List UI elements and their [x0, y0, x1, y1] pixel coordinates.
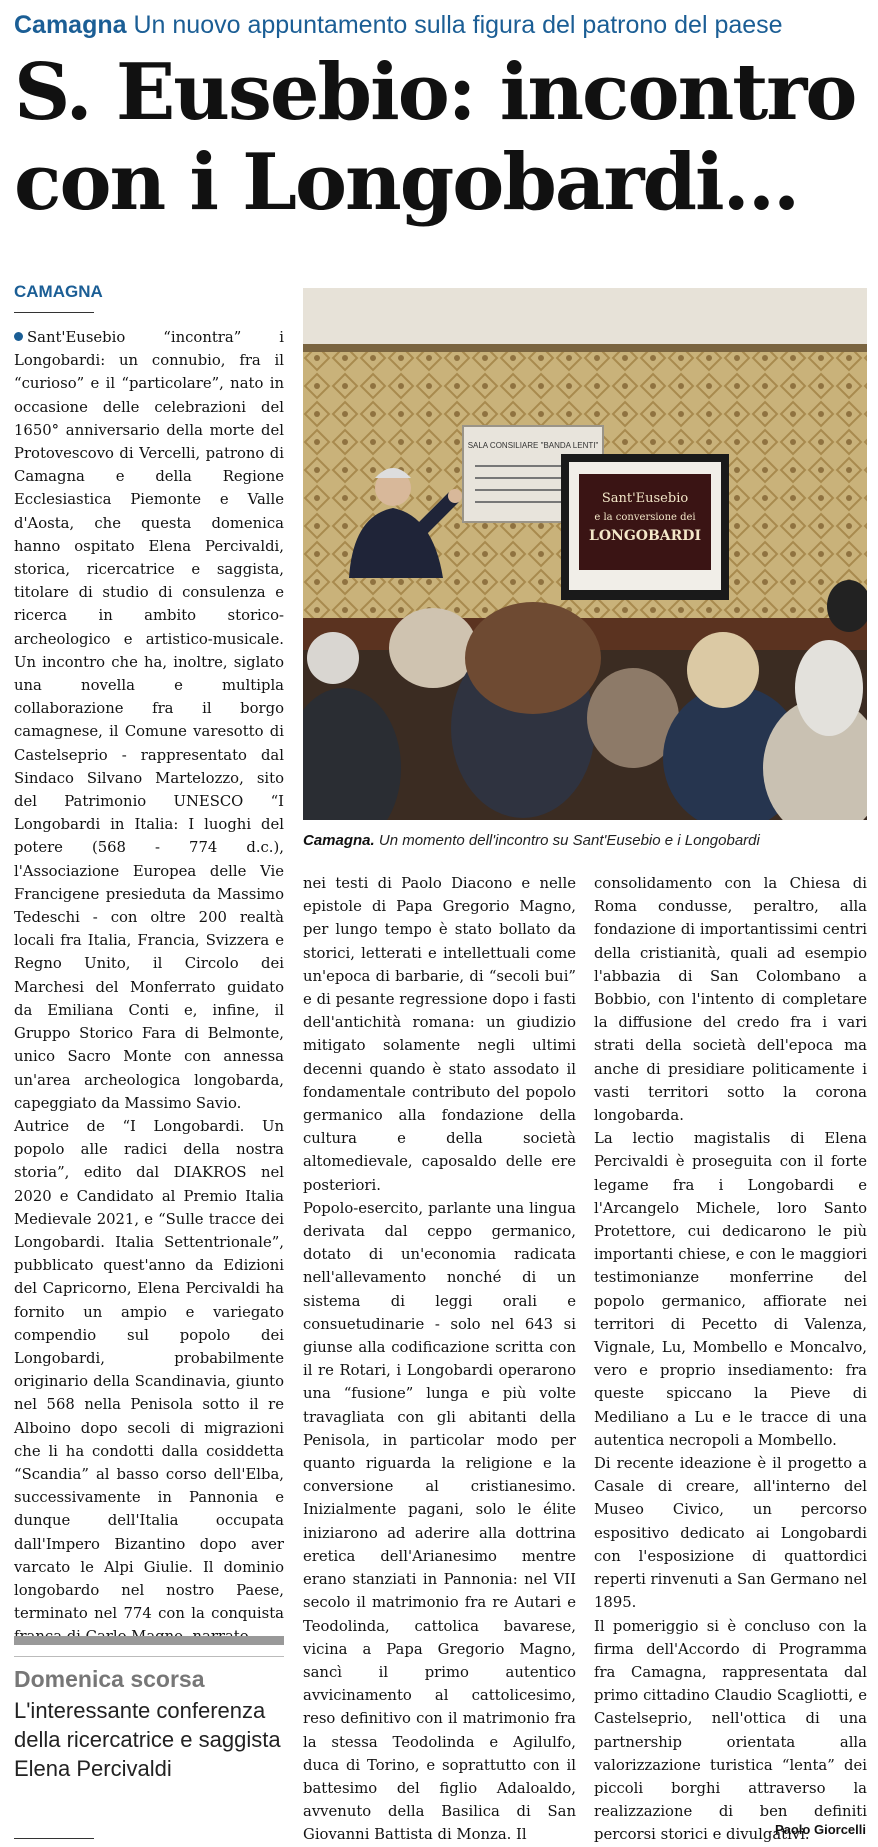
article-photo [303, 288, 867, 820]
screen-title-1: Sant'Eusebio [601, 491, 689, 506]
plaque-text: SALA CONSILIARE "BANDA LENTI" [467, 441, 599, 450]
sidebar-box-title: Domenica scorsa [14, 1666, 205, 1692]
screen-title-2: e la conversione dei [594, 512, 696, 523]
photo-caption [303, 832, 867, 849]
paragraph: Sant'Eusebio “incontra” i Longobardi: un connubio, fra il “curioso” e il “particolare”, nato in occasione delle celebrazioni del 1650° anniversario della morte del Protovescovo di Vercelli, patrono di Camagna e della Regione Ecclesiastica Piemonte e Valle d'Aosta, che questa domenica hanno ospitato Elena Percivaldi, storica, ricercatrice e saggista, titolare di studio di consulenza e ricerca in ambito storico-archeologico e artistico-musicale. Un incontro che ha, inoltre, siglato una novella e multipla collaborazione fra il borgo camagnese, il Comune varesotto di Castelseprio - rappresentato dal Sindaco Silvano Martelozzo, sito del Patrimonio UNESCO “I Longobardi in Italia: I luoghi del potere (568 - 774 d.c.), l'Associazione Europea delle Vie Francigene presieduta da Massimo Tedeschi - con oltre 200 realtà locali fra Italia, Francia, Svizzera e Regno Unito, il Circolo dei Marchesi del Monferrato guidato da Emiliana Conti e, infine, il Gruppo Storico Fara di Belmonte, unico Sacro Monte con annessa un'area archeologica longobarda, capeggiato da Massimo Savio. [14, 329, 284, 1112]
paragraph: consolidamento con la Chiesa di Roma condusse, peraltro, alla fondazione di importantissimi centri della cristianità, quali ad esempio l'abbazia di San Colombano a Bobbio, con l'intento di completare la diffusione del credo fra i vari strati della società dell'epoca ma anche di presidiare politicamente i vasti territori sotto la corona longobarda. [594, 875, 867, 1125]
body-column-3 [594, 872, 867, 1847]
kicker [14, 8, 864, 42]
kicker-location: Camagna [14, 11, 127, 39]
screen-title-3: LONGOBARDI [588, 528, 702, 544]
sidebar-box-bottom-rule [14, 1838, 94, 1839]
sidebar-box-rule [14, 1656, 284, 1657]
paragraph: Autrice de “I Longobardi. Un popolo alle radici della nostra storia”, edito dal DIAKROS nel 2020 e Candidato al Premio Italia Medievale 2021, e “Sulle tracce dei Longobardi. Italia Settentrionale”, pubblicato quest'anno da Edizioni del Capricorno, Elena Percivaldi ha fornito un ampio e variegato compendio sul popolo dei Longobardi, probabilmente originario della Scandinavia, giunto nel 568 nella Penisola sotto il re Alboino dopo secoli di migrazioni che li ha condotti dalla cosiddetta “Scandia” al basso corso dell'Elba, successivamente in Pannonia e dunque dell'Italia occupata dall'Impero Bizantino dopo aver varcato le Alpi Giulie. Il dominio longobardo nel nostro Paese, terminato nel 774 con la conquista [14, 1117, 284, 1623]
section-rule [14, 312, 94, 313]
kicker-subtitle: Un nuovo appuntamento sulla figura del patrono del paese [133, 11, 783, 39]
caption-text: Un momento dell'incontro su Sant'Eusebio e i Longobardi [374, 832, 760, 849]
section-label: CAMAGNA [14, 282, 103, 301]
paragraph: Il pomeriggio si è concluso con la firma dell'Accordo di Programma fra Camagna, rappresentata dal primo cittadino Claudio Scagliotti, e Castelseprio, nell'ottica di una partnership orientata alla valorizzazione turistica “lenta” dei piccoli borghi attraverso la realizzazione di ben definiti percorsi storici e divulgativi. [594, 1617, 867, 1844]
author-byline: Paolo Giorcelli [774, 1822, 866, 1837]
paragraph: nei testi di Paolo Diacono e nelle epistole di Papa Gregorio Magno, per lungo tempo è stato bollato da storici, letterati e intellettuali come un'epoca di barbarie, di “secoli bui” e di pesante regressione dopo i fasti dell'antichità romana: un giudizio mitigato solamente negli ultimi decenni quando è stato assodato il fondamentale contributo del popolo germanico alla fondazione della cultura e della società altomedievale, caposaldo delle ere posteriori. [303, 875, 576, 1194]
headline: S. Eusebio: incontro con i Longobardi... [14, 47, 856, 228]
paragraph: La lectio magistalis di Elena Percivaldi è proseguita con il forte legame fra i Longobardi e l'Arcangelo Michele, loro Santo Protettore, cui dedicarono le più importanti chiese, e con le maggiori testimonianze monferrine del popolo germanico, affiorate nei territori di Pecetto di Valenza, Vignale, Lu, Mombello e Moncalvo, vero e proprio insediamento: fra queste spiccano la Pieve di Mediliano a Lu e le tracce di una autentica necropoli a Mombello. [594, 1130, 867, 1449]
sidebar-box-bar [14, 1636, 284, 1645]
sidebar-box-text: L'interessante conferenza della ricercatrice e saggista Elena Percivaldi [14, 1698, 281, 1781]
bullet-icon [14, 332, 23, 341]
photo-scene [303, 288, 867, 820]
body-column-2 [303, 872, 576, 1847]
body-column-1 [14, 326, 284, 1649]
caption-lead: Camagna. [303, 832, 375, 849]
paragraph: Di recente ideazione è il progetto a Casale di creare, all'interno del Museo Civico, un percorso espositivo dedicato ai Longobardi con l'esposizione di quattordici reperti rinvenuti a San Germano nel 1895. [594, 1455, 867, 1612]
paragraph: Popolo-esercito, parlante una lingua derivata dal ceppo germanico, dotato di un'economia radicata nell'allevamento nonché di un sistema di leggi orali e consuetudinarie - solo nel 643 si giunse alla codificazione scritta con il re Rotari, i Longobardi operarono una “fusione” lunga e più volte travagliata con gli abitanti della Penisola, in particolar modo per quanto riguarda la religione e la conversione al cristianesimo. Inizialmente pagani, solo le élite iniziarono ad aderire alla dottrina eretica dell'Arianesimo mentre erano stanziati in Pannonia: nel VII secolo il matrimonio fra re Autari e Teodolinda, cattolica bavarese, vicina a Papa Gregorio Magno, sancì il primo autentico avvicinamento al cattolicesimo, reso definitivo con il matrimonio fra la stessa Teodolinda e Agilulfo, duca di Torino, e soprattutto con il battesimo del figlio Adaloaldo, avvenuto della Basilica di San Giovanni Battista di Monza. Il [303, 1199, 576, 1844]
